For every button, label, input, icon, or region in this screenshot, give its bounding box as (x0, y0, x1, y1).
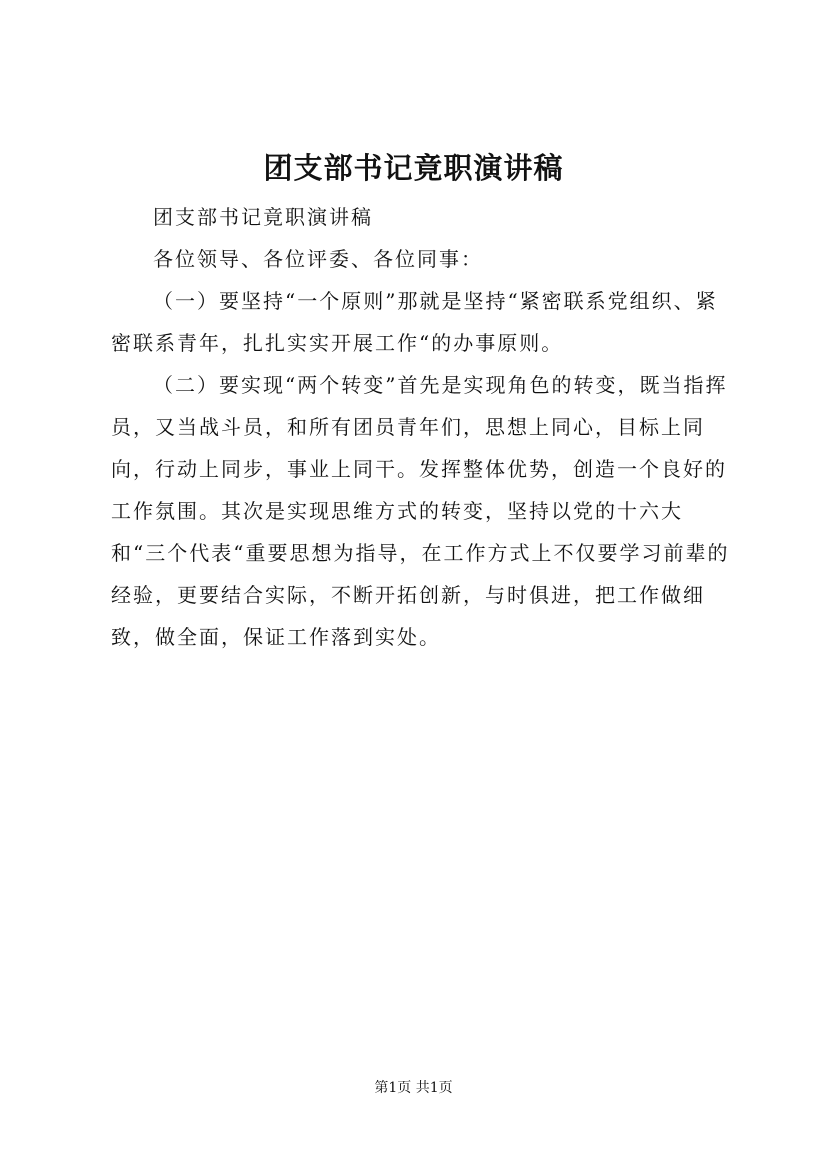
principle-paragraph: （一）要坚持“一个原则”那就是坚持“紧密联系党组织、紧密联系青年，扎扎实实开展工作“的办事原则。 (111, 289, 718, 355)
salutation-paragraph: 各位领导、各位评委、各位同事： (153, 247, 483, 271)
transformation-paragraph: （二）要实现“两个转变”首先是实现角色的转变，既当指挥员，又当战斗员，和所有团员青年们，思想上同心，目标上同向，行动上同步，事业上同干。发挥整体优势，创造一个良好的工作氛围。其次是实现思维方式的转变，坚持以党的十六大和“三个代表“重要思想为指导，在工作方式上不仅要学习前辈的经验，更要结合实际，不断开拓创新，与时俱进，把工作做细致，做全面，保证工作落到实处。 (111, 373, 730, 649)
document-title: 团支部书记竟职演讲稿 (263, 151, 564, 185)
document-body (111, 196, 731, 658)
page-number-footer: 第1页 共1页 (374, 1080, 453, 1096)
subtitle-paragraph: 团支部书记竟职演讲稿 (153, 205, 373, 229)
